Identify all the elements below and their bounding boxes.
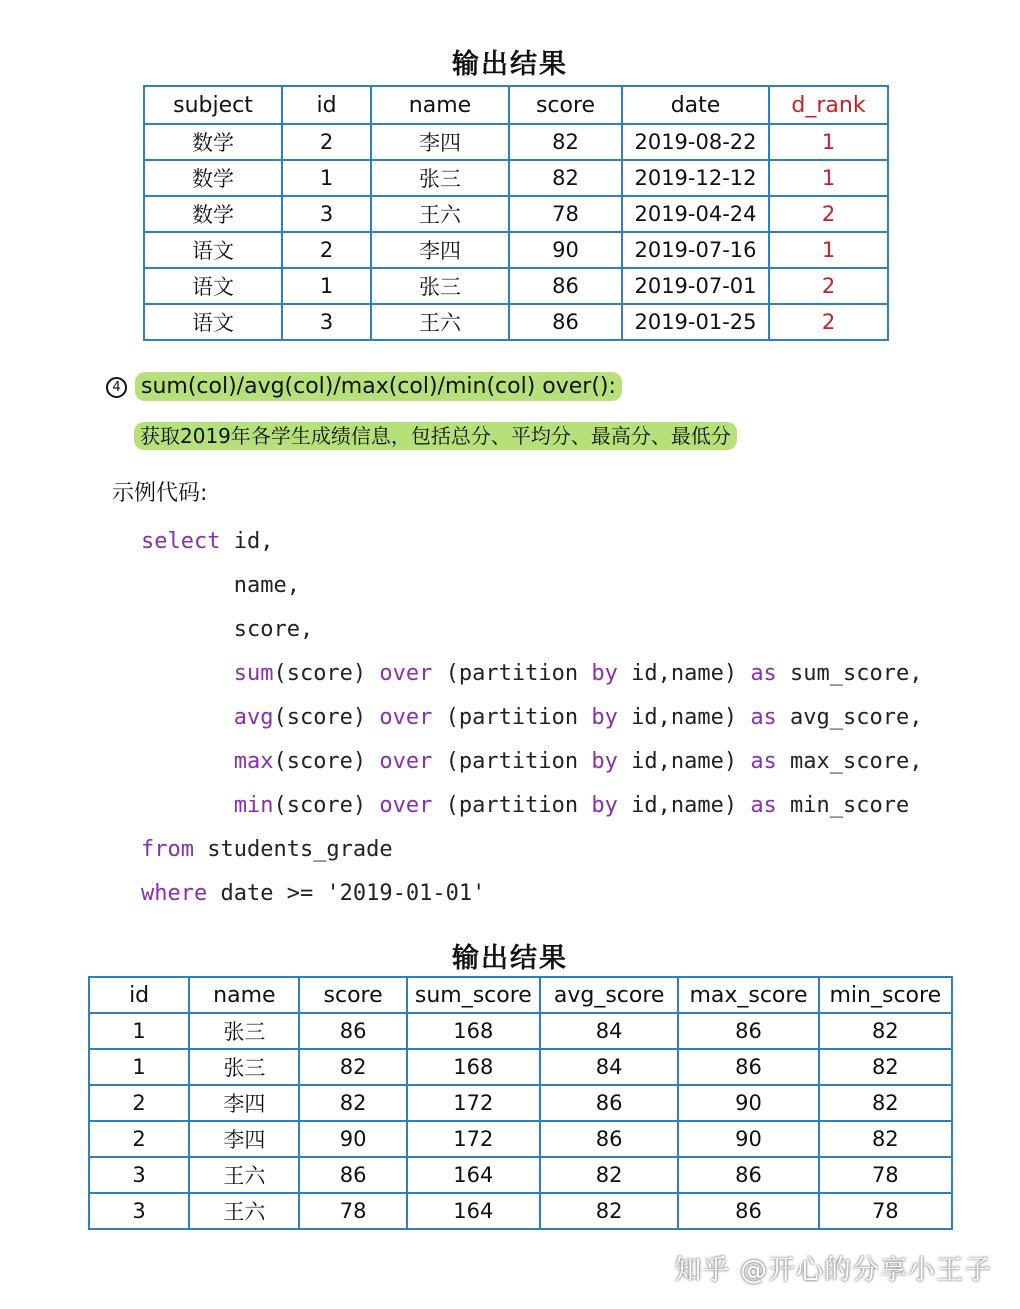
table-cell: 张三: [371, 160, 509, 196]
sql-keyword: min: [141, 793, 274, 818]
table-cell: 86: [540, 1085, 678, 1121]
table-cell: 78: [509, 196, 622, 232]
table-cell: 86: [678, 1013, 818, 1049]
sql-text: id,name): [617, 793, 751, 818]
sql-text: (partition: [432, 793, 592, 818]
table-cell: 2019-08-22: [622, 124, 769, 160]
table-cell: 王六: [189, 1157, 299, 1193]
section4-description: [134, 420, 737, 449]
section-number: 4: [106, 377, 127, 398]
table-row: [144, 304, 888, 340]
table2-title: 输出结果: [452, 943, 568, 974]
table-cell: 2019-04-24: [622, 196, 769, 232]
table-cell: 82: [540, 1157, 678, 1193]
sql-text: (score): [273, 793, 380, 818]
table-cell: 1: [769, 124, 888, 160]
sql-keyword: as: [750, 793, 777, 818]
table-cell: 86: [678, 1193, 818, 1229]
sql-text: id,: [220, 529, 274, 554]
sql-keyword: as: [750, 749, 777, 774]
code-line: [141, 828, 923, 872]
sql-keyword: as: [750, 661, 777, 686]
aggregate-result-table: [88, 976, 953, 1230]
table-cell: 3: [282, 196, 371, 232]
table-cell: 2: [282, 124, 371, 160]
table-row: [144, 268, 888, 304]
table-cell: 张三: [371, 268, 509, 304]
sql-text: min_score: [776, 793, 910, 818]
code-line: [141, 784, 923, 828]
table-cell: 82: [299, 1049, 406, 1085]
table-cell: 1: [282, 160, 371, 196]
col-header: score: [509, 86, 622, 124]
col-header: name: [371, 86, 509, 124]
code-line: [141, 520, 923, 564]
table-row: [89, 1049, 952, 1085]
description-text: 获取2019年各学生成绩信息，包括总分、平均分、最高分、最低分: [134, 422, 737, 450]
sql-text: (score): [273, 661, 380, 686]
table-cell: 数学: [144, 124, 282, 160]
table-cell: 李四: [371, 124, 509, 160]
sql-keyword: over: [379, 705, 433, 730]
code-line: [141, 608, 923, 652]
sql-keyword: from: [141, 837, 194, 862]
table-cell: 王六: [189, 1193, 299, 1229]
table-cell: 168: [407, 1049, 540, 1085]
sql-keyword: by: [591, 661, 618, 686]
table-cell: 2019-01-25: [622, 304, 769, 340]
code-line: [141, 652, 923, 696]
sql-code-block: [141, 520, 923, 916]
table-cell: 2019-07-16: [622, 232, 769, 268]
table-cell: 82: [540, 1193, 678, 1229]
example-label: 示例代码:: [112, 481, 208, 506]
sql-text: (partition: [432, 749, 592, 774]
table-cell: 168: [407, 1013, 540, 1049]
col-header: score: [299, 977, 406, 1013]
col-header: name: [189, 977, 299, 1013]
sql-keyword: avg: [141, 705, 274, 730]
sql-keyword: where: [141, 881, 208, 906]
table-cell: 3: [89, 1157, 189, 1193]
table-row: [144, 232, 888, 268]
sql-text: score,: [141, 617, 314, 642]
table-row: [89, 1193, 952, 1229]
table-cell: 78: [819, 1157, 952, 1193]
table-cell: 78: [299, 1193, 406, 1229]
table-cell: 李四: [189, 1085, 299, 1121]
table-row: [89, 1121, 952, 1157]
table-cell: 86: [299, 1013, 406, 1049]
table-cell: 2: [769, 268, 888, 304]
sql-keyword: by: [591, 749, 618, 774]
table-row: [89, 1157, 952, 1193]
zhihu-watermark: 知乎 @开心的分享小王子: [674, 1255, 992, 1286]
sql-text: name,: [141, 573, 300, 598]
table-cell: 90: [509, 232, 622, 268]
table-cell: 86: [509, 304, 622, 340]
table-cell: 3: [89, 1193, 189, 1229]
col-header: min_score: [819, 977, 952, 1013]
table-cell: 2: [769, 304, 888, 340]
col-header: sum_score: [407, 977, 540, 1013]
table-cell: 82: [509, 160, 622, 196]
col-header: subject: [144, 86, 282, 124]
table-cell: 82: [299, 1085, 406, 1121]
sql-keyword: as: [750, 705, 777, 730]
table-cell: 164: [407, 1193, 540, 1229]
table-cell: 2: [89, 1085, 189, 1121]
table-cell: 82: [819, 1121, 952, 1157]
table-cell: 语文: [144, 304, 282, 340]
table-cell: 86: [678, 1049, 818, 1085]
table-cell: 1: [769, 232, 888, 268]
table-row: [144, 196, 888, 232]
table-cell: 86: [678, 1157, 818, 1193]
table-row: [89, 1085, 952, 1121]
table-cell: 84: [540, 1013, 678, 1049]
table2-header-row: [89, 977, 952, 1013]
table-cell: 82: [819, 1013, 952, 1049]
sql-text: (score): [273, 705, 380, 730]
sql-text: (partition: [432, 705, 592, 730]
sql-text: avg_score,: [776, 705, 923, 730]
table-cell: 李四: [189, 1121, 299, 1157]
table-cell: 86: [540, 1121, 678, 1157]
table-cell: 张三: [189, 1013, 299, 1049]
col-header: date: [622, 86, 769, 124]
sql-keyword: over: [379, 749, 433, 774]
code-line: [141, 872, 923, 916]
table-cell: 86: [509, 268, 622, 304]
sql-keyword: select: [141, 529, 221, 554]
table-cell: 78: [819, 1193, 952, 1229]
sql-keyword: by: [591, 793, 618, 818]
table1-title: 输出结果: [452, 49, 568, 80]
sql-text: (score): [273, 749, 380, 774]
sql-text: (partition: [432, 661, 592, 686]
table-cell: 164: [407, 1157, 540, 1193]
function-list: sum(col)/avg(col)/max(col)/min(col) over():: [135, 372, 622, 401]
table-cell: 90: [678, 1121, 818, 1157]
table-cell: 1: [89, 1013, 189, 1049]
table-cell: 2019-07-01: [622, 268, 769, 304]
table-cell: 李四: [371, 232, 509, 268]
table-cell: 86: [299, 1157, 406, 1193]
rank-result-table: [143, 85, 889, 341]
table-cell: 84: [540, 1049, 678, 1085]
code-line: [141, 696, 923, 740]
table-row: [144, 124, 888, 160]
code-line: [141, 564, 923, 608]
table-cell: 90: [299, 1121, 406, 1157]
sql-text: date >= '2019-01-01': [207, 881, 486, 906]
sql-text: id,name): [617, 705, 751, 730]
table1-header-row: [144, 86, 888, 124]
table-cell: 2: [769, 196, 888, 232]
table-cell: 1: [282, 268, 371, 304]
table-row: [89, 1013, 952, 1049]
table-cell: 王六: [371, 304, 509, 340]
table-cell: 数学: [144, 160, 282, 196]
table-cell: 王六: [371, 196, 509, 232]
table-cell: 82: [819, 1085, 952, 1121]
table-cell: 90: [678, 1085, 818, 1121]
sql-text: students_grade: [193, 837, 393, 862]
table-cell: 语文: [144, 268, 282, 304]
sql-keyword: by: [591, 705, 618, 730]
table-cell: 1: [769, 160, 888, 196]
table-cell: 172: [407, 1085, 540, 1121]
table-cell: 张三: [189, 1049, 299, 1085]
col-header: id: [89, 977, 189, 1013]
sql-text: id,name): [617, 749, 751, 774]
code-line: [141, 740, 923, 784]
sql-text: max_score,: [776, 749, 923, 774]
sql-keyword: sum: [141, 661, 274, 686]
col-header: avg_score: [540, 977, 678, 1013]
section4-heading: [106, 374, 622, 399]
sql-keyword: over: [379, 793, 433, 818]
table-cell: 1: [89, 1049, 189, 1085]
table-cell: 2: [89, 1121, 189, 1157]
sql-keyword: max: [141, 749, 274, 774]
table-cell: 172: [407, 1121, 540, 1157]
sql-keyword: over: [379, 661, 433, 686]
table-cell: 语文: [144, 232, 282, 268]
sql-text: id,name): [617, 661, 751, 686]
table-cell: 82: [819, 1049, 952, 1085]
table-cell: 2019-12-12: [622, 160, 769, 196]
table-cell: 82: [509, 124, 622, 160]
table-cell: 数学: [144, 196, 282, 232]
sql-text: sum_score,: [776, 661, 923, 686]
col-header: id: [282, 86, 371, 124]
table-row: [144, 160, 888, 196]
table-cell: 3: [282, 304, 371, 340]
col-header: max_score: [678, 977, 818, 1013]
col-header: d_rank: [769, 86, 888, 124]
table-cell: 2: [282, 232, 371, 268]
